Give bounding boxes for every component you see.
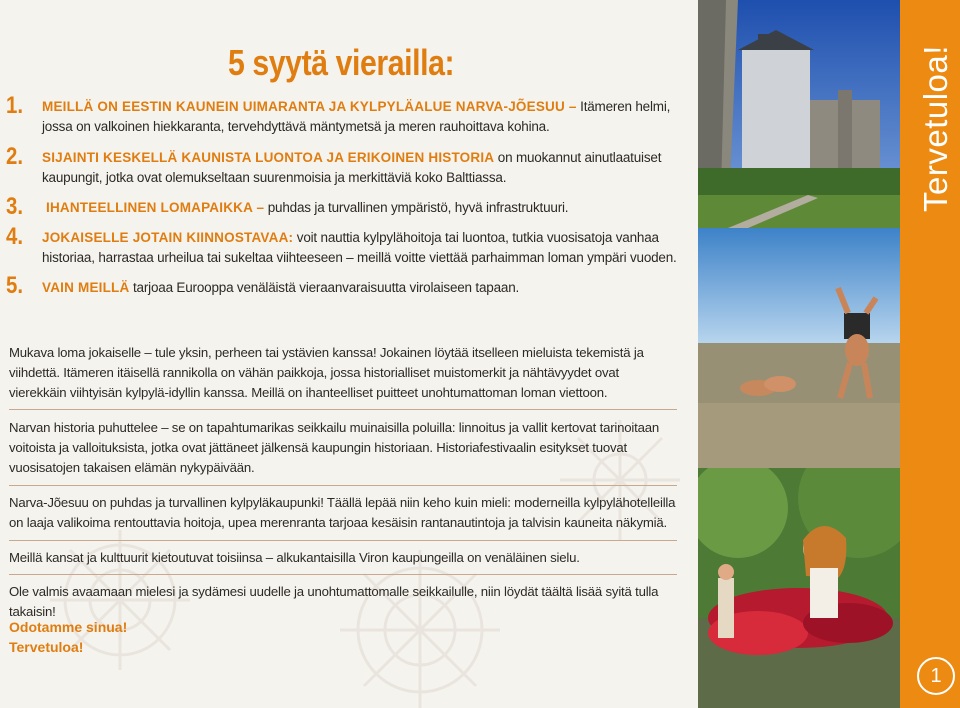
castle-photo (698, 0, 900, 228)
reason-heading: SIJAINTI KESKELLÄ KAUNISTA LUONTOA JA ERIKOINEN HISTORIA (42, 150, 495, 165)
reason-heading: IHANTEELLINEN LOMAPAIKKA – (46, 200, 265, 215)
page-number: 1 (917, 657, 955, 695)
reason-item (42, 278, 682, 298)
reason-text: puhdas ja turvallinen ympäristö, hyvä infrastruktuuri. (264, 200, 569, 215)
paragraph: Ole valmis avaamaan mielesi ja sydämesi uudelle ja unohtumattomalle seikkailulle, niin löydät täältä lisää syitä tulla takaisin! (9, 584, 659, 619)
paragraph: Mukava loma jokaiselle – tule yksin, perheen tai ystävien kanssa! Jokainen löytää itselleen mieluista tekemistä ja viihdettä. Itämeren itäisellä rannikolla on vähän paikkoja, jossa historialliset muistomerkit ja nähtävyydet ovat vierekkäin viihtyisän kylpylä-idyllin kanssa. Meillä on ihanteelliset puitteet unohtumattoman loman viettoon. (9, 345, 644, 400)
paragraph: Narvan historia puhuttelee – se on tapahtumarikas seikkailu muinaisilla poluilla: linnoitus ja vallit kertovat tarinoitaan voitoista ja valloituksista, jotka ovat jättäneet jälkensä kaupungin historiaan. Historiafestivaalin esitykset tuovat vuosisatojen takaisen elämän nykypäivään. (9, 420, 659, 475)
closing-line: Tervetuloa! (9, 639, 84, 655)
reason-number: 1. (6, 92, 24, 119)
divider (9, 409, 677, 410)
divider (9, 540, 677, 541)
reason-text: tarjoaa Eurooppa venäläistä vieraanvaraisuutta virolaiseen tapaan. (129, 280, 520, 295)
paragraph: Narva-Jõesuu on puhdas ja turvallinen kylpyläkaupunki! Täällä lepää niin keho kuin mieli: moderneilla kylpylähotelleilla on laaja valikoima rentouttavia hoitoja, upea merenranta tarjoaa kesäisin rantanautintoja ja talvisin kauneita näkymiä. (9, 495, 676, 530)
reason-text: Itämeren helmi, jossa on valkoinen hiekkaranta, tervehdyttävä mäntymetsä ja meren rauhoittava kohina. (42, 99, 671, 134)
reason-heading: JOKAISELLE JOTAIN KIINNOSTAVAA: (42, 230, 294, 245)
festival-photo (698, 468, 900, 708)
page-title: 5 syytä vierailla: (228, 42, 455, 83)
reason-heading: MEILLÄ ON EESTIN KAUNEIN UIMARANTA JA KYLPYLÄALUE NARVA-JÕESUU – (42, 99, 577, 114)
side-welcome-text: Tervetuloa! (917, 45, 954, 212)
closing-line: Odotamme sinua! (9, 619, 128, 635)
reason-text: on muokannut ainutlaatuiset kaupungit, jotka ovat olemukseltaan suurenmoisia ja merkittäviä koko Balttiassa. (42, 150, 662, 185)
reason-item (42, 97, 682, 137)
reason-heading: VAIN MEILLÄ (42, 280, 130, 295)
reason-text: voit nauttia kylpylähoitoja tai luontoa, tutkia vuosisatoja vanhaa historiaa, harrastaa urheilua tai sukeltaa viihteeseen – meillä voitte viettää parhaimman loman ympäri vuoden. (42, 230, 677, 265)
reason-item (42, 228, 687, 268)
divider (9, 574, 677, 575)
photo-column (698, 0, 900, 708)
reason-item (42, 148, 682, 188)
paragraph: Meillä kansat ja kulttuurit kietoutuvat toisiinsa – alkukantaisilla Viron kaupungeilla on venäläinen sielu. (9, 550, 580, 565)
reason-number: 5. (6, 272, 24, 299)
reason-item (46, 198, 686, 218)
reason-number: 2. (6, 143, 24, 170)
reason-number: 4. (6, 223, 24, 250)
reason-number: 3. (6, 193, 24, 220)
beach-photo (698, 228, 900, 468)
divider (9, 485, 677, 486)
